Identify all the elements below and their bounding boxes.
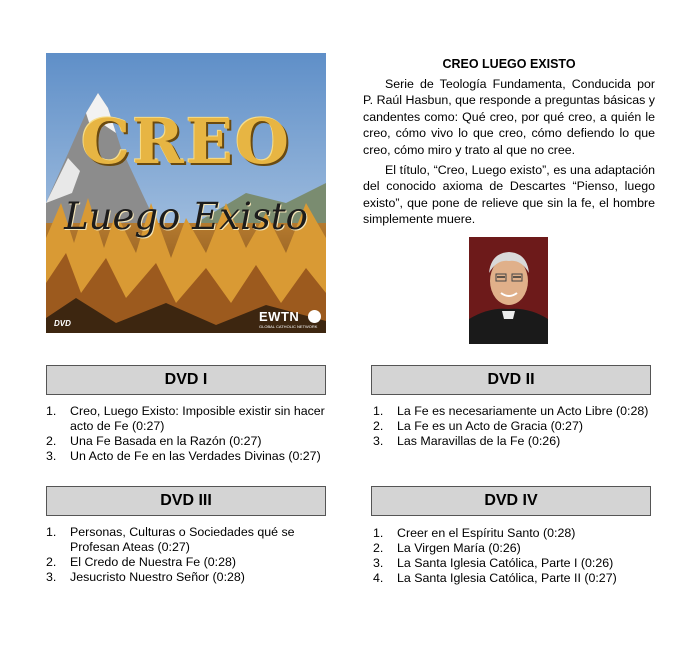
list-item-text: La Santa Iglesia Católica, Parte I (0:26) [397,556,614,570]
list-item-text: Creo, Luego Existo: Imposible existir sin hacer acto de Fe (0:27) [70,404,325,433]
list-item-number: 2. [46,555,57,569]
host-portrait [469,237,548,344]
list-item-number: 2. [373,541,384,555]
list-item-text: La Santa Iglesia Católica, Parte II (0:27) [397,571,617,585]
dvd-4-header: DVD IV [371,486,651,516]
cover-subtitle: Luego Existo [64,195,308,238]
list-item [373,571,673,586]
list-item-number: 2. [46,434,57,448]
list-item-text: Un Acto de Fe en las Verdades Divinas (0:27) [70,449,321,463]
list-item-number: 3. [46,449,57,463]
list-item-text: Personas, Culturas o Sociedades qué se Profesan Ateas (0:27) [70,525,295,554]
list-item-number: 1. [373,526,384,540]
ewtn-logo: EWTN [259,309,300,324]
list-item-number: 2. [373,419,384,433]
list-item [46,434,336,449]
list-item [46,449,336,464]
description-paragraph-1: Serie de Teología Fundamenta, Conducida por P. Raúl Hasbun, que responde a preguntas básicas y candentes como: Qué creo, por qué creo, a quién le creo, cómo vivo lo que creo, cómo defiendo lo que creo, cómo miro y trato al que no cree. [363,77,655,157]
list-item [46,525,336,555]
list-item-number: 1. [46,525,57,539]
list-item-text: Creer en el Espíritu Santo (0:28) [397,526,576,540]
dvd-logo: DVD [54,319,71,328]
cover-title-creo: CREO [80,105,292,178]
ewtn-emblem-icon [308,310,321,323]
list-item [373,404,673,419]
list-item-text: La Fe es necesariamente un Acto Libre (0:28) [397,404,649,418]
list-item-number: 4. [373,571,384,585]
list-item-number: 3. [373,556,384,570]
dvd-2-list [373,404,673,449]
list-item [373,434,673,449]
series-title: CREO LUEGO EXISTO [442,57,576,71]
cover-image [46,53,326,333]
list-item [373,541,673,556]
list-item [46,570,336,585]
list-item [373,419,673,434]
list-item-number: 3. [373,434,384,448]
list-item-text: Una Fe Basada en la Razón (0:27) [70,434,262,448]
list-item-text: Las Maravillas de la Fe (0:26) [397,434,561,448]
dvd-1-header: DVD I [46,365,326,395]
list-item-text: El Credo de Nuestra Fe (0:28) [70,555,236,569]
list-item [373,526,673,541]
list-item-text: Jesucristo Nuestro Señor (0:28) [70,570,245,584]
description-paragraph-2: El título, “Creo, Luego existo”, es una adaptación del conocido axioma de Descartes “Pienso, luego existo”, que pone de relieve que sin la fe, el hombre simplemente muere. [363,163,655,227]
ewtn-tagline: GLOBAL CATHOLIC NETWORK [259,324,318,329]
list-item-number: 1. [46,404,57,418]
dvd-3-list [46,525,336,585]
dvd-4-list [373,526,673,586]
dvd-3-header: DVD III [46,486,326,516]
list-item [46,555,336,570]
dvd-2-header: DVD II [371,365,651,395]
list-item-number: 3. [46,570,57,584]
list-item-text: La Virgen María (0:26) [397,541,521,555]
dvd-1-list [46,404,336,464]
list-item-text: La Fe es un Acto de Gracia (0:27) [397,419,583,433]
cover-landscape [46,53,326,333]
portrait-illustration [469,237,548,344]
list-item [373,556,673,571]
list-item [46,404,336,434]
list-item-number: 1. [373,404,384,418]
